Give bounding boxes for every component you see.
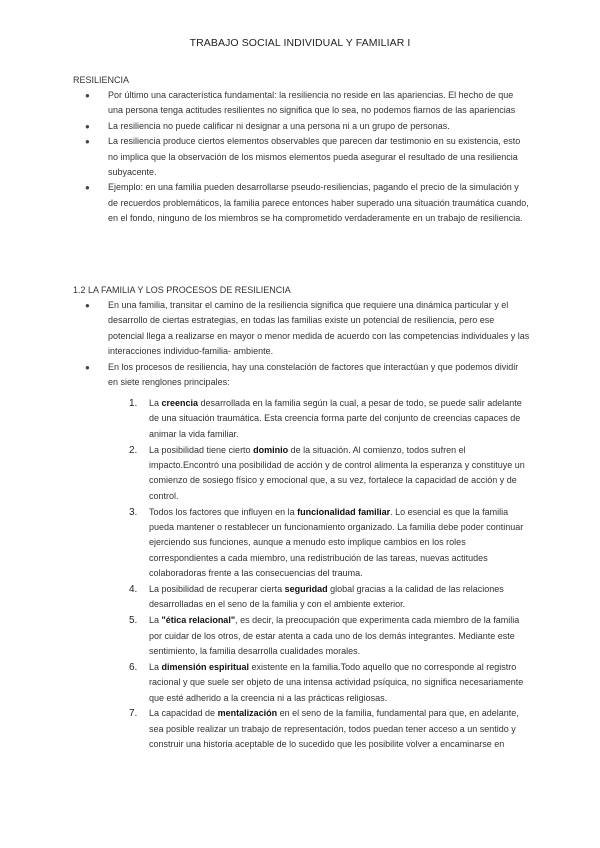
item-keyword: dimensión espiritual xyxy=(161,661,250,672)
section-heading-resiliencia: RESILIENCIA xyxy=(73,75,130,85)
item-keyword: mentalización xyxy=(217,708,278,719)
item-text: existente en la familia.Todo aquello que no corresponde al registro racional y que suele ser objeto de una intensa actividad psíquica, no significa necesariamente que esté adherido a la creencia ni a las prácticas religiosas. xyxy=(149,661,524,703)
item-number: 4. xyxy=(129,584,138,596)
item-text: Todos los factores que influyen en la xyxy=(149,506,298,517)
item-keyword: creencia xyxy=(161,398,199,408)
item-number: 6. xyxy=(129,661,138,673)
bullet-item: ● Ejemplo: en una familia pueden desarrollarse pseudo-resiliencias, pagando el precio de la simulación y de recuerdos problemáticos, la familia parece entonces haber superado una situación traumática cuando, en el fondo, ninguno de los miembros se ha comprometido verdaderamente en un trabajo de resiliencia. xyxy=(85,180,530,226)
item-text: global gracias a la calidad de las relaciones desarrolladas en el seno de la familia y con el ambiente exterior. xyxy=(149,584,504,610)
bullet-item: ● En los procesos de resiliencia, hay una constelación de factores que interactúan y que podemos dividir en siete renglones principales: xyxy=(85,360,530,391)
item-text: La posibilidad de recuperar cierta xyxy=(149,584,285,595)
list-item xyxy=(129,613,529,659)
item-number: 2. xyxy=(129,444,138,456)
section-heading-familia: 1.2 LA FAMILIA Y LOS PROCESOS DE RESILIENCIA xyxy=(73,285,291,295)
item-keyword: funcionalidad familiar xyxy=(297,506,391,517)
list-item xyxy=(129,505,529,582)
item-keyword: dominio xyxy=(253,444,289,455)
item-text: La xyxy=(149,661,162,672)
item-text: La xyxy=(149,398,162,408)
list-item xyxy=(129,706,529,752)
item-number: 1. xyxy=(129,398,138,409)
item-number: 7. xyxy=(129,708,138,720)
item-text: , es decir, la preocupación que experimenta cada miembro de la familia por cuidar de los otros, de estar atenta a cada uno de los demás integrantes. Mediante este sentimiento, la familia desarrolla cualidades morales. xyxy=(149,615,520,657)
bullet-item: ● Por último una característica fundamental: la resiliencia no reside en las apariencias. El hecho de que una persona tenga actitudes resilientes no significa que lo sea, no podemos fiarnos de las apariencias xyxy=(85,88,530,119)
item-keyword: "ética relacional" xyxy=(161,615,236,626)
item-keyword: seguridad xyxy=(284,584,328,595)
item-text: . Lo esencial es que la familia pueda mantener o restablecer un funcionamiento organizado. La familia debe poder continuar ejerciendo sus funciones, aunque a menudo esto implique cambios en los roles correspondientes a cada miembro, una redistribución de las tareas, nuevas actitudes colaboradoras frente a las consecuencias del trauma. xyxy=(149,506,524,579)
item-text: en el seno de la familia, fundamental para que, en adelante, sea posible realizar un trabajo de representación, todos puedan tener acceso a un sentido y construir una historia aceptable de lo sucedido que les posibilite volver a encaminarse en xyxy=(149,708,519,750)
item-text: desarrollada en la familia según la cual, a pesar de todo, se puede salir adelante de una situación traumática. Esta creencia forma parte del conjunto de creencias capaces de animar la vida familiar. xyxy=(149,398,522,439)
list-item xyxy=(129,582,529,613)
item-number: 5. xyxy=(129,615,138,627)
numbered-list-factores xyxy=(129,396,529,753)
document-title: TRABAJO SOCIAL INDIVIDUAL Y FAMILIAR I xyxy=(189,37,411,49)
bullet-item: ● La resiliencia no puede calificar ni designar a una persona ni a un grupo de personas. xyxy=(85,119,530,134)
bullet-item: ● La resiliencia produce ciertos elementos observables que parecen dar testimonio en su existencia, esto no implica que la observación de los mismos elementos pueda asegurar el resultado de una resiliencia subyacente. xyxy=(85,134,530,180)
list-item xyxy=(129,396,529,442)
bullet-list-familia xyxy=(85,298,530,390)
item-text: de la situación. Al comienzo, todos sufren el impacto.Encontró una posibilidad de acción y de control alimenta la esperanza y constituye un comienzo de sosiego físico y emocional que, a su vez, fortalece la capacidad de acción y de control. xyxy=(149,444,525,501)
item-text: La xyxy=(149,615,162,626)
item-number: 3. xyxy=(129,506,138,518)
item-text: La capacidad de xyxy=(149,708,218,719)
bullet-list-resiliencia xyxy=(85,88,530,227)
bullet-item: ● En una familia, transitar el camino de la resiliencia significa que requiere una dinámica particular y el desarrollo de ciertas estrategias, en todas las familias existe un potencial de resiliencia, pero ese potencial llega a realizarse en mayor o menor medida de acuerdo con las competencias individuales y las interacciones individuo-familia- ambiente. xyxy=(85,298,530,360)
list-item xyxy=(129,660,529,706)
list-item xyxy=(129,443,529,505)
item-text: La posibilidad tiene cierto xyxy=(149,444,254,455)
